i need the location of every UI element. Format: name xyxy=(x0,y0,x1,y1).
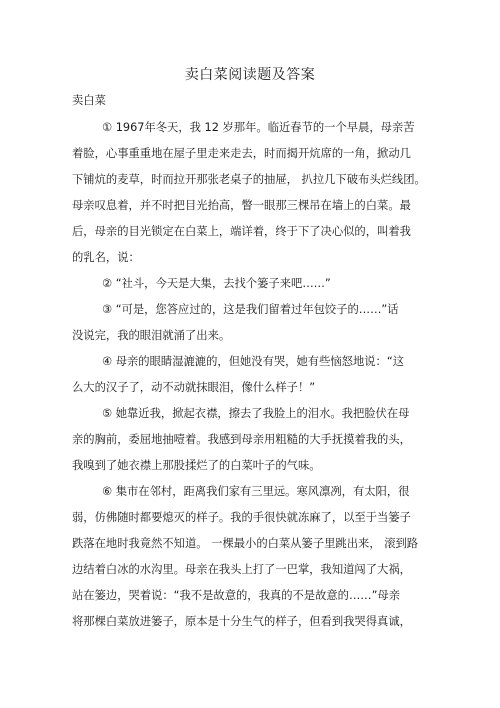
paragraph-line: 后，母亲的目光锁定在白菜上，端详着，终于下了决心似的，叫着我 xyxy=(72,225,411,238)
paragraph-line: ⑥ 集市在邻村，距离我们家有三里远。寒风凛冽，有太阳，很 xyxy=(102,485,410,498)
paragraph-line: ③ “可是，您答应过的，这是我们留着过年包饺子的……”话 xyxy=(102,303,399,316)
paragraph-line: 边结着白冰的水沟里。母亲在我头上打了一巴掌，我知道闯了大祸， xyxy=(72,563,411,576)
paragraph-line: ① 1967年冬天，我 12 岁那年。临近春节的一个早晨，母亲苦 xyxy=(102,121,415,134)
paragraph-line: 站在篓边，哭着说：“我不是故意的，我真的不是故意的……”母亲 xyxy=(72,589,401,602)
paragraph-line: 么大的汉子了，动不动就抹眼泪，像什么样子！” xyxy=(72,381,316,394)
paragraph-line: 母亲叹息着，并不时把目光抬高，瞥一眼那三棵吊在墙上的白菜。最 xyxy=(72,199,411,212)
paragraph-line: ② “社斗，今天是大集，去找个篓子来吧……” xyxy=(102,277,331,290)
section-heading: 卖白菜 xyxy=(72,94,106,107)
paragraph-line: 的乳名，说： xyxy=(72,251,140,264)
paragraph-line: 着脸，心事重重地在屋子里走来走去，时而揭开炕席的一角，掀动几 xyxy=(72,147,411,160)
paragraph-line: 我嗅到了她衣襟上那股揉烂了的白菜叶子的气味。 xyxy=(72,459,321,472)
paragraph-line: 将那棵白菜放进篓子，原本是十分生气的样子，但看到我哭得真诚， xyxy=(72,615,411,628)
paragraph-line: 跌落在地时我竟然不知道。 一棵最小的白菜从篓子里跳出来， 滚到路 xyxy=(72,537,419,550)
paragraph-line: ⑤ 她靠近我，掀起衣襟，擦去了我脸上的泪水。我把脸伏在母 xyxy=(102,407,410,420)
paragraph-line: ④ 母亲的眼睛湿漉漉的，但她没有哭，她有些恼怒地说：“这 xyxy=(102,355,404,368)
document-title: 卖白菜阅读题及答案 xyxy=(184,67,316,83)
paragraph-line: 亲的胸前，委屈地抽噎着。我感到母亲用粗糙的大手抚摸着我的头， xyxy=(72,433,411,446)
paragraph-line: 下铺炕的麦草，时而拉开那张老桌子的抽屉， 扒拉几下破布头烂线团。 xyxy=(72,173,426,186)
paragraph-line: 弱，仿佛随时都要熄灭的样子。我的手很快就冻麻了，以至于当篓子 xyxy=(72,511,411,524)
paragraph-line: 没说完，我的眼泪就涌了出来。 xyxy=(72,329,231,342)
